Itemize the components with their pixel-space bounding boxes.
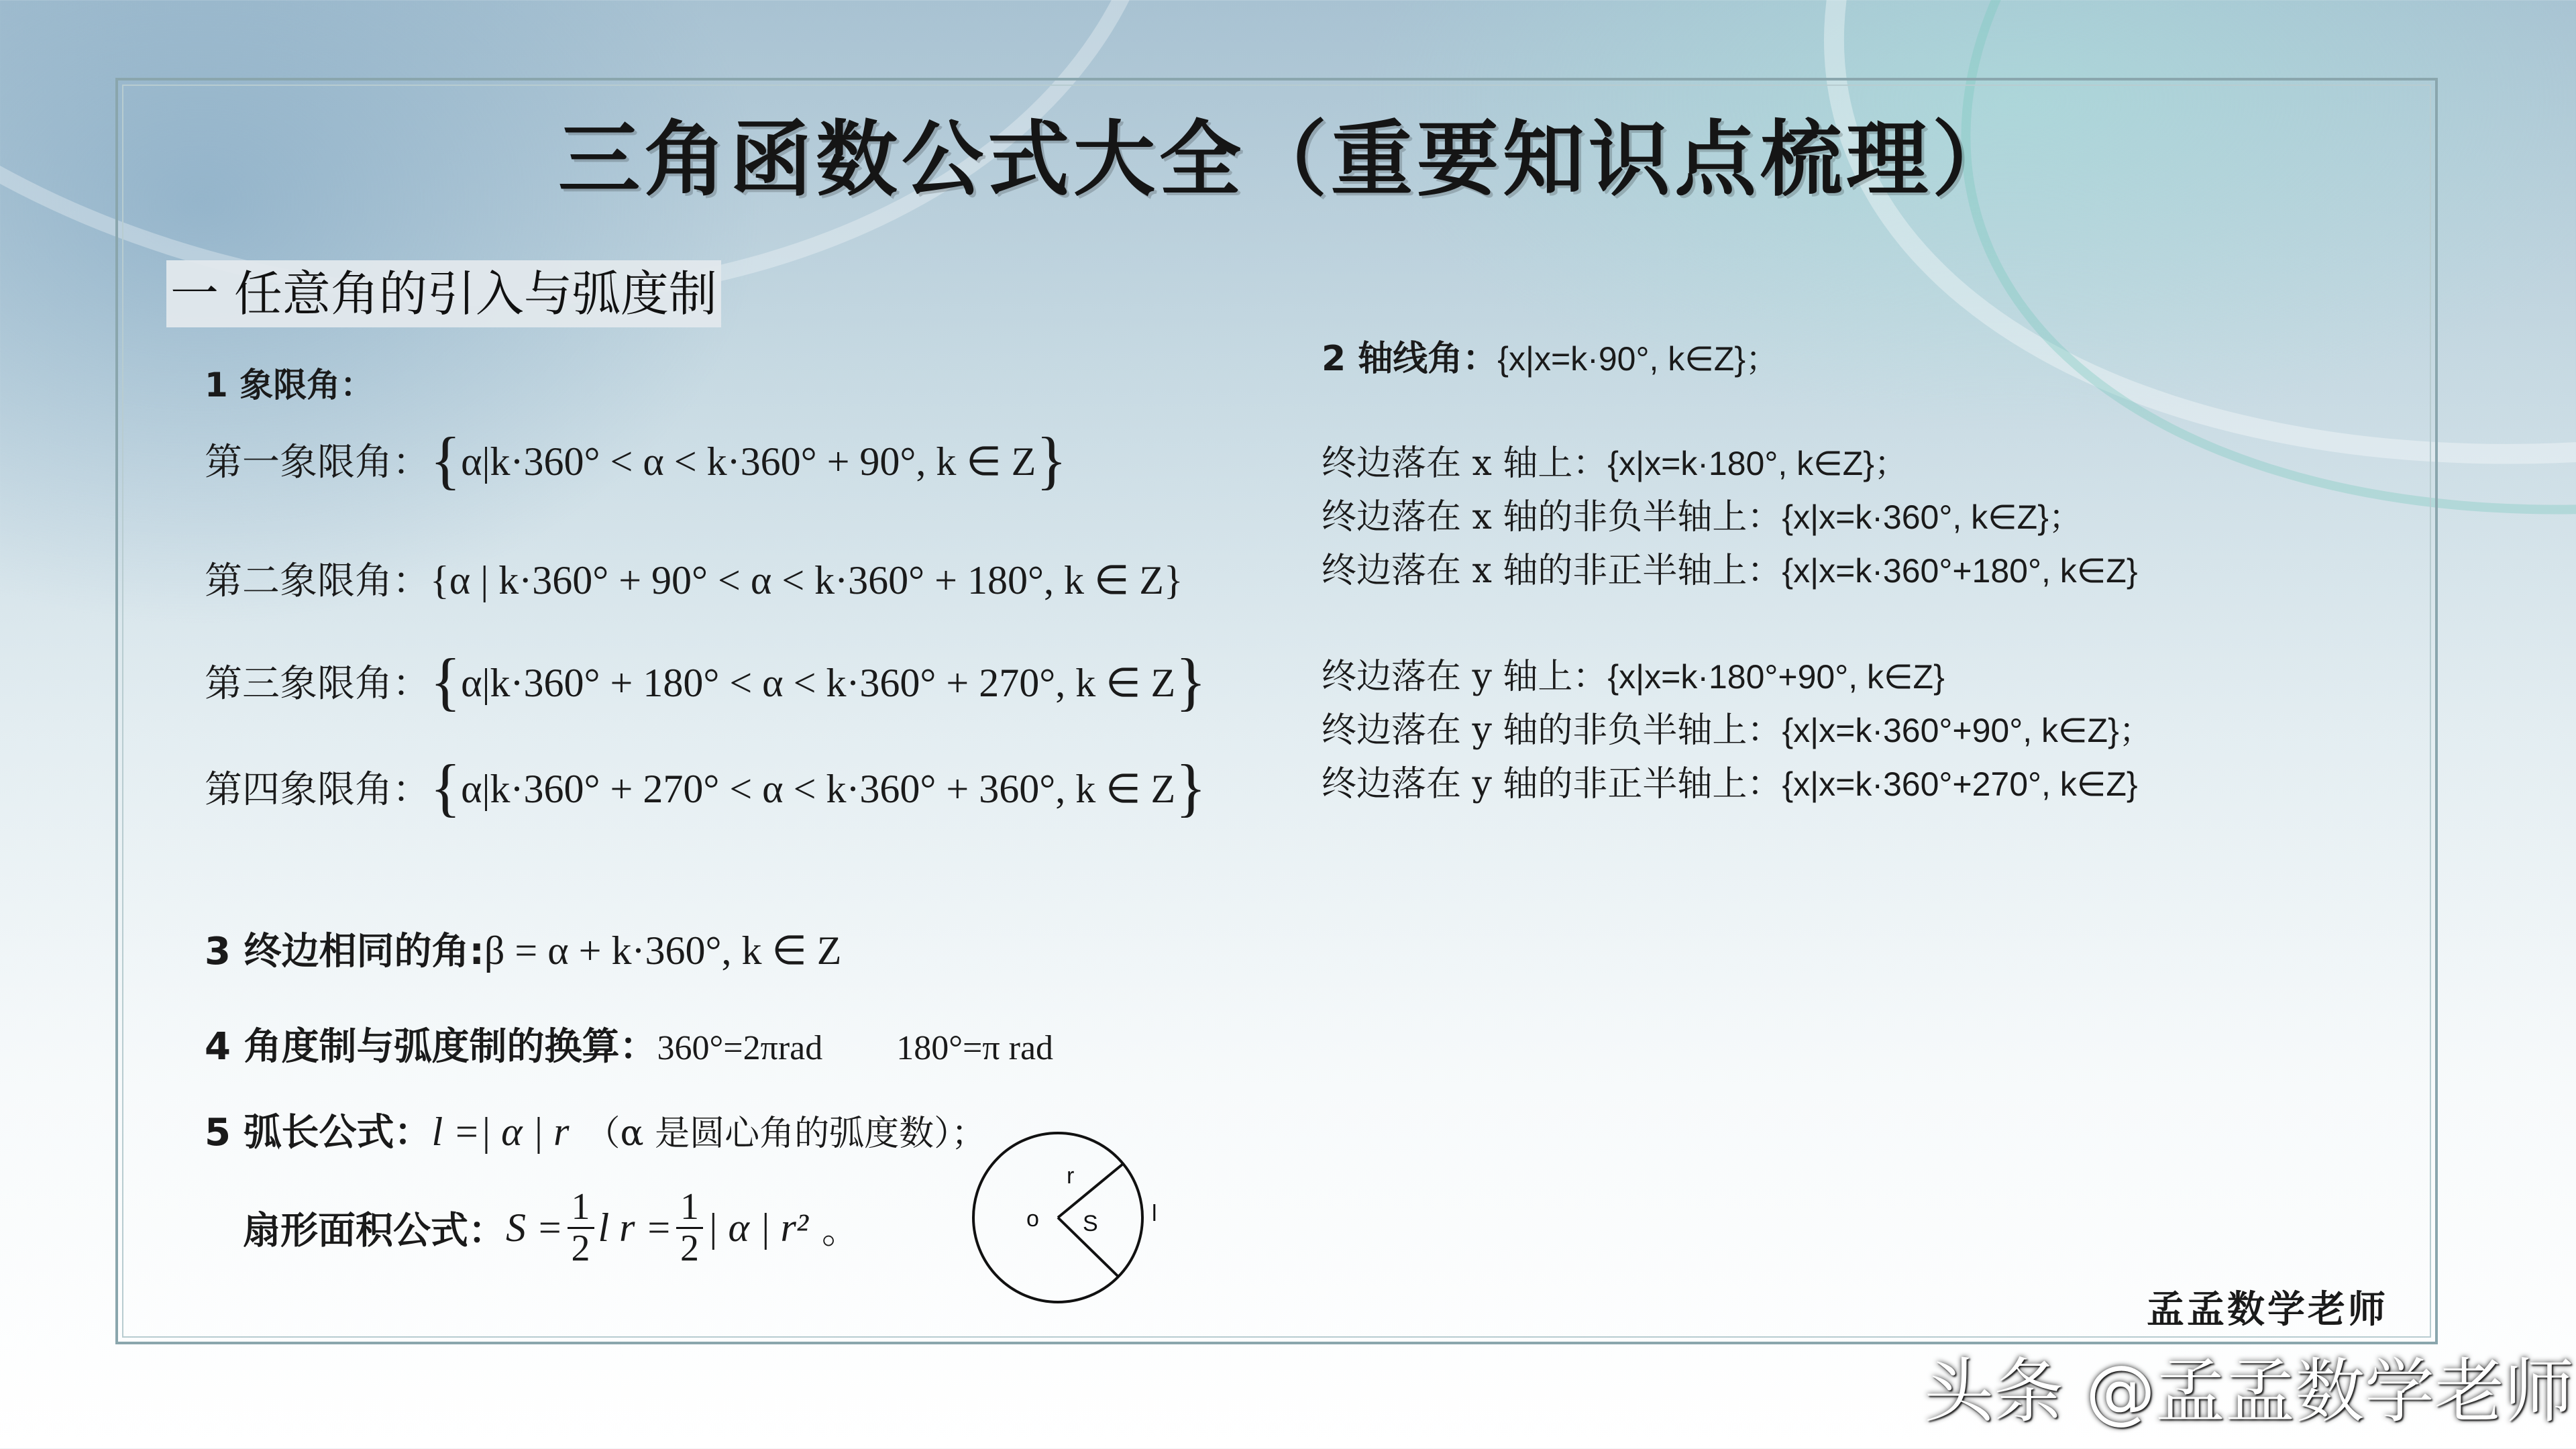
axis-label: 终边落在 y 轴的非负半轴上： bbox=[1322, 710, 1782, 751]
quadrant-heading: 1 象限角： bbox=[205, 366, 374, 405]
conversion-value-1: 360°=2πrad bbox=[657, 1029, 823, 1067]
fraction-denominator: 2 bbox=[680, 1227, 700, 1269]
quadrant-label: 第二象限角： bbox=[205, 559, 430, 603]
axis-row bbox=[1322, 542, 2138, 592]
axis-row bbox=[1322, 755, 2138, 806]
sector-S: S = bbox=[506, 1205, 564, 1250]
quadrant-label: 第一象限角： bbox=[205, 441, 430, 484]
radius-label: r bbox=[1067, 1163, 1075, 1189]
axis-label: 终边落在 y 轴的非正半轴上： bbox=[1322, 764, 1782, 804]
right-brace: } bbox=[1036, 424, 1067, 496]
left-brace: { bbox=[430, 424, 462, 496]
right-brace: } bbox=[1175, 645, 1207, 717]
axis-label: 终边落在 y 轴上： bbox=[1322, 657, 1608, 697]
axis-heading: 2 轴线角： bbox=[1322, 339, 1498, 379]
quadrant-row-1 bbox=[205, 423, 1067, 497]
axis-formula: {x|x=k·360°, k∈Z}； bbox=[1782, 498, 2082, 536]
quadrant-row-2 bbox=[205, 551, 1183, 605]
quadrant-formula: {α | k·360° + 90° < α < k·360° + 180°, k ∈ Z} bbox=[430, 558, 1183, 602]
section-heading: 一 任意角的引入与弧度制 bbox=[166, 260, 721, 327]
fraction-half bbox=[676, 1187, 703, 1269]
watermark: 头条 @孟孟数学老师 bbox=[1924, 1350, 2575, 1432]
coterminal-row bbox=[205, 922, 841, 975]
arc-length-formula: l =| α | r bbox=[431, 1110, 570, 1154]
quadrant-row-3 bbox=[205, 644, 1206, 718]
quadrant-row-4 bbox=[205, 750, 1206, 824]
fraction-numerator: 1 bbox=[568, 1187, 594, 1229]
axis-row bbox=[1322, 435, 1908, 485]
arc-label: l bbox=[1152, 1201, 1157, 1226]
axis-label: 终边落在 x 轴上： bbox=[1322, 443, 1608, 484]
fraction-denominator: 2 bbox=[571, 1227, 590, 1269]
axis-formula: {x|x=k·180°+90°, k∈Z} bbox=[1607, 658, 1945, 696]
quadrant-formula: α|k·360° + 270° < α < k·360° + 360°, k ∈ Z bbox=[461, 767, 1176, 811]
sector-diagram bbox=[961, 1127, 1182, 1322]
coterminal-formula: β = α + k·360°, k ∈ Z bbox=[484, 928, 842, 973]
sector-area-row bbox=[243, 1187, 859, 1269]
axis-formula: {x|x=k·360°+270°, k∈Z} bbox=[1782, 765, 2138, 803]
arc-length-note: （α 是圆心角的弧度数）； bbox=[585, 1114, 987, 1154]
axis-formula: {x|x=k·180°, k∈Z}； bbox=[1607, 445, 1908, 482]
axis-row bbox=[1322, 648, 1945, 698]
axis-label: 终边落在 x 轴的非正半轴上： bbox=[1322, 551, 1782, 591]
center-label: o bbox=[1026, 1206, 1039, 1232]
axis-heading-formula: {x|x=k·90°, k∈Z}； bbox=[1497, 340, 1780, 378]
conversion-row bbox=[205, 1017, 1053, 1071]
quadrant-label: 第三象限角： bbox=[205, 662, 430, 706]
axis-row bbox=[1322, 702, 2153, 752]
axis-formula: {x|x=k·360°+90°, k∈Z}； bbox=[1782, 712, 2153, 749]
conversion-value-2: 180°=π rad bbox=[896, 1029, 1054, 1067]
area-label: S bbox=[1083, 1211, 1098, 1236]
arc-length-label: 5 弧长公式： bbox=[205, 1111, 432, 1155]
quadrant-formula: α|k·360° < α < k·360° + 90°, k ∈ Z bbox=[461, 439, 1036, 484]
axis-heading-row bbox=[1322, 330, 1779, 380]
fraction-half bbox=[568, 1187, 594, 1269]
sector-end: 。 bbox=[821, 1209, 859, 1253]
quadrant-formula: α|k·360° + 180° < α < k·360° + 270°, k ∈ Z bbox=[461, 661, 1176, 705]
fraction-numerator: 1 bbox=[676, 1187, 703, 1229]
sector-ar2: | α | r² bbox=[707, 1205, 808, 1250]
axis-label: 终边落在 x 轴的非负半轴上： bbox=[1322, 497, 1782, 537]
author-signature: 孟孟数学老师 bbox=[2147, 1287, 2388, 1332]
quadrant-label: 第四象限角： bbox=[205, 768, 430, 812]
page-title: 三角函数公式大全（重要知识点梳理） bbox=[558, 111, 2018, 207]
axis-formula: {x|x=k·360°+180°, k∈Z} bbox=[1782, 552, 2138, 590]
axis-row bbox=[1322, 488, 2082, 539]
arc-length-row bbox=[205, 1103, 986, 1157]
left-brace: { bbox=[430, 751, 462, 823]
sector-area-label: 扇形面积公式： bbox=[243, 1209, 506, 1253]
left-brace: { bbox=[430, 645, 462, 717]
coterminal-label: 3 终边相同的角: bbox=[205, 930, 484, 973]
sector-lr: l r = bbox=[598, 1205, 673, 1250]
right-brace: } bbox=[1175, 751, 1207, 823]
conversion-label: 4 角度制与弧度制的换算： bbox=[205, 1025, 657, 1069]
